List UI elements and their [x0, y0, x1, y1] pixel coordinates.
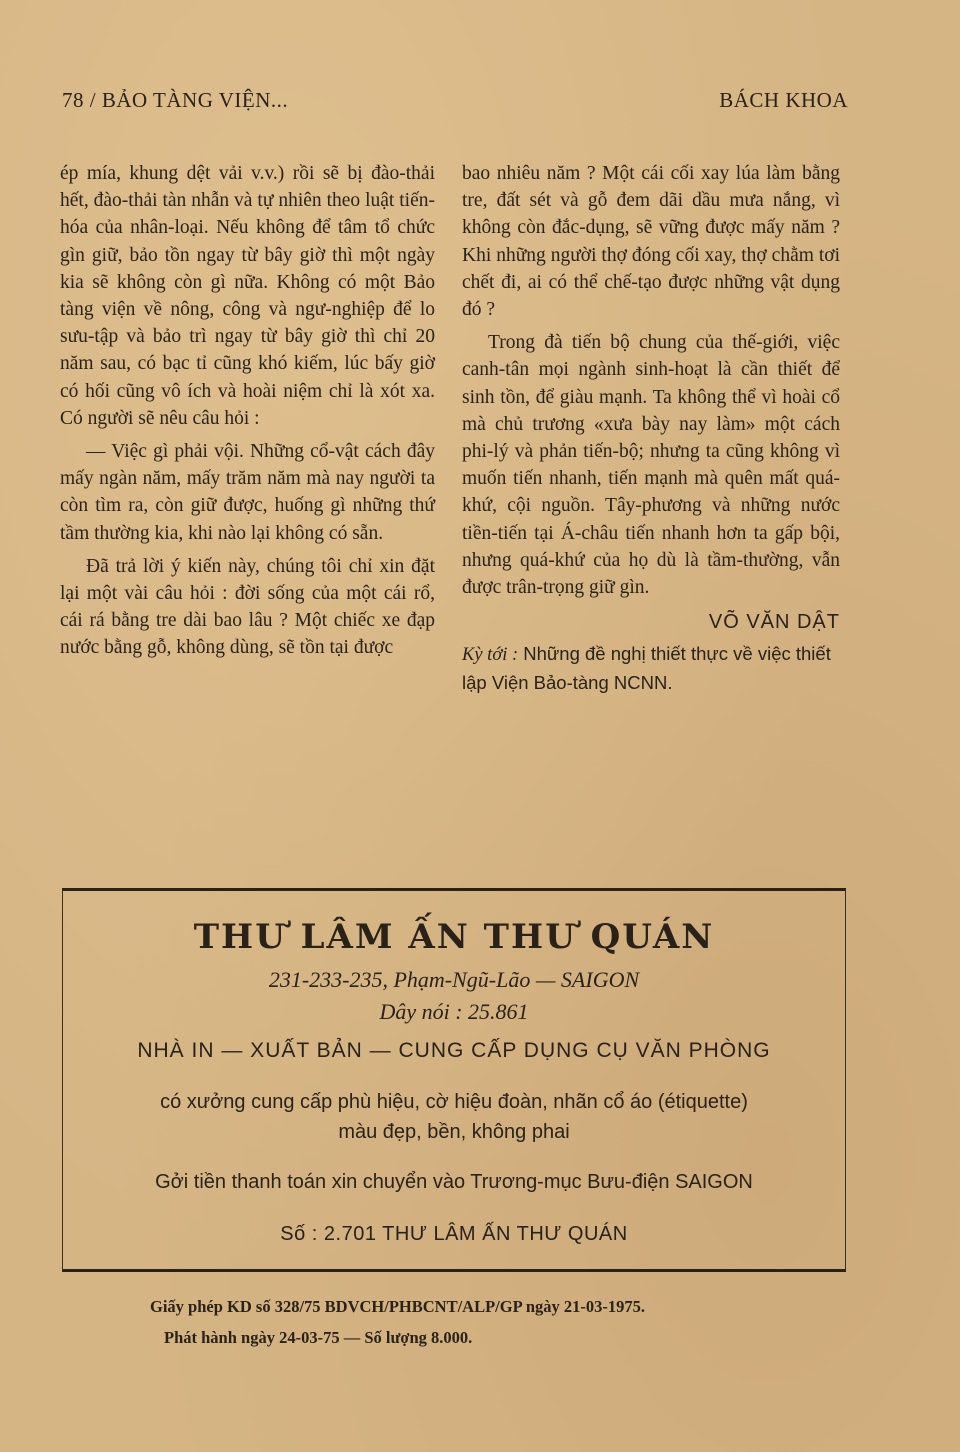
- article-left-column: [60, 160, 435, 668]
- ad-phone: Dây nói : 25.861: [379, 999, 529, 1024]
- ad-account: Số : 2.701 THƯ LÂM ẤN THƯ QUÁN: [280, 1223, 628, 1245]
- ad-description-2: màu đẹp, bền, không phai: [338, 1121, 570, 1143]
- paragraph: Đã trả lời ý kiến này, chúng tôi chỉ xin đặt lại một vài câu hỏi : đời sống của một cái rổ, cái rá bằng tre dài bao lâu ? Một chiếc xe đạp nước bằng gỗ, không dùng, sẽ tồn tại được: [60, 555, 435, 659]
- header-magazine-name: BÁCH KHOA: [719, 88, 848, 112]
- paragraph: bao nhiêu năm ? Một cái cối xay lúa làm bằng tre, đất sét và gỗ đem dãi dầu mưa nắng, vì không còn đắc-dụng, sẽ vững được mấy năm ? Khi những người thợ đóng cối xay, thợ chằm tơi chết đi, ai có thể chế-tạo được những vật dụng đó ?: [462, 163, 840, 321]
- next-issue-note: [462, 640, 840, 697]
- footer-license: Giấy phép KD số 328/75 BDVCH/PHBCNT/ALP/GP ngày 21-03-1975.: [150, 1297, 646, 1316]
- article-right-column: [462, 160, 840, 697]
- ad-address: 231-233-235, Phạm-Ngũ-Lão — SAIGON: [268, 967, 640, 992]
- paragraph: Trong đà tiến bộ chung của thế-giới, việc canh-tân mọi ngành sinh-hoạt là cần thiết để sinh tồn, để giàu mạnh. Ta không thể vì hoài cổ mà chủ trương «xưa bày nay làm» một cách phi-lý và phản tiến-bộ; nhưng ta cũng không vì muốn tiến nhanh, tiến mạnh mà quên mất quá-khứ, cội nguồn. Tây-phương và những nước tiền-tiến tại Á-châu tiến nhanh hơn ta gấp bội, nhưng quá-khứ của họ dù là tầm-thường, vẫn được trân-trọng giữ gìn.: [462, 332, 840, 599]
- ad-description: có xưởng cung cấp phù hiệu, cờ hiệu đoàn, nhãn cổ áo (étiquette): [160, 1091, 748, 1113]
- paragraph: — Việc gì phải vội. Những cổ-vật cách đây mấy ngàn năm, mấy trăm năm mà nay người ta còn tìm ra, còn giữ được, huống gì những thứ tầm thường kia, khi nào lại không có sẵn.: [60, 441, 435, 544]
- ad-services: NHÀ IN — XUẤT BẢN — CUNG CẤP DỤNG CỤ VĂN PHÒNG: [137, 1039, 771, 1062]
- next-issue-lead: Kỳ tới :: [462, 645, 519, 666]
- author-name: VÕ VĂN DẬT: [708, 611, 840, 634]
- ad-payment-note: Gởi tiền thanh toán xin chuyển vào Trương-mục Bưu-điện SAIGON: [155, 1171, 753, 1193]
- paragraph: ép mía, khung dệt vải v.v.) rồi sẽ bị đào-thải hết, đào-thải tàn nhẫn và tự nhiên theo luật tiến-hóa của nhân-loại. Nếu không để tâm tổ chức gìn giữ, bảo tồn ngay từ bây giờ thì một ngày kia sẽ không còn gì nữa. Không có một Bảo tàng viện về nông, công và ngư-nghiệp để lo sưu-tập và bảo trì ngay từ bây giờ thì chỉ 20 năm sau, có bạc tỉ cũng khó kiếm, lúc bấy giờ có hối cũng vô ích và hoài niệm chỉ là xót xa. Có người sẽ nêu câu hỏi :: [60, 163, 435, 429]
- header-page-title: 78 / BẢO TÀNG VIỆN...: [62, 88, 289, 112]
- footer-distribution: Phát hành ngày 24-03-75 — Số lượng 8.000.: [164, 1328, 473, 1347]
- advertisement-box: [62, 888, 846, 1272]
- next-issue-text: Những đề nghị thiết thực về việc thiết lập Viện Bảo-tàng NCNN.: [462, 643, 831, 694]
- ad-title: THƯ LÂM ẤN THƯ QUÁN: [193, 917, 715, 957]
- running-header: [62, 88, 848, 116]
